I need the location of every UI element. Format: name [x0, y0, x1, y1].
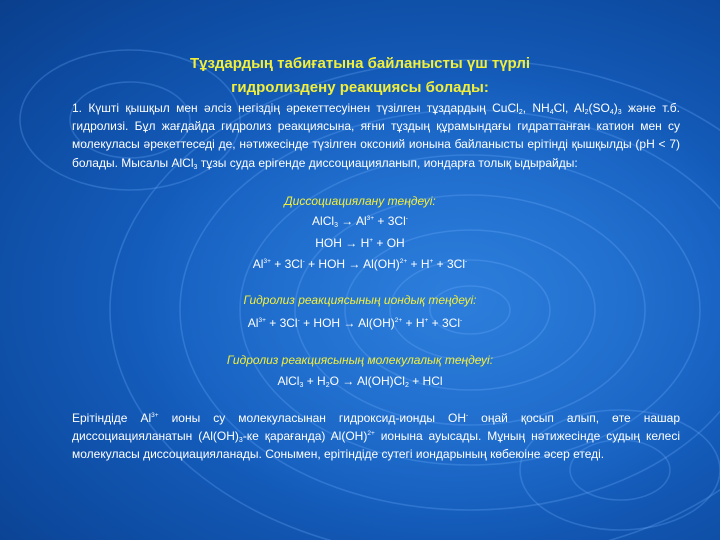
- text-span: AlCl: [312, 214, 335, 228]
- ionic-equation: [0, 315, 715, 331]
- text-span: ионына ауысады. Мұның нәтижесінде судың келесі молекуласы диссоциацияланады. Сонымен, ерітіндіде сутегі иондарының көбеюіне әсер етеді.: [72, 429, 680, 462]
- superscript: 2+: [394, 317, 403, 324]
- subscript: 3: [193, 163, 198, 171]
- subscript: 4: [549, 109, 554, 116]
- slide-title-line-2: гидролиздену реакциясы болады:: [231, 79, 489, 96]
- dissociation-equation-1: [0, 213, 720, 229]
- subscript: 2: [404, 382, 409, 389]
- dissociation-equation-3: [0, 256, 720, 272]
- subscript: 2: [584, 109, 589, 116]
- superscript: 3+: [151, 412, 159, 419]
- subscript: 3: [299, 382, 304, 389]
- text-span: оңай қосып алып, өте нашар диссоциацияланатын (Al(OH): [72, 411, 681, 444]
- text-span: AlCl: [277, 374, 300, 388]
- text-span: , NH: [522, 101, 550, 115]
- text-span: + 3Cl: [433, 257, 466, 271]
- text-span: Cl, Al: [553, 101, 585, 115]
- conclusion-paragraph: [72, 409, 680, 464]
- subscript: 4: [609, 109, 614, 116]
- superscript: -: [297, 317, 300, 324]
- text-span: + HCl: [408, 374, 443, 388]
- superscript: 2+: [367, 430, 375, 438]
- dissociation-equation-2: [0, 235, 720, 251]
- superscript: +: [424, 317, 429, 324]
- text-span: тұзы суда ерігенде диссоциацияланып, иондарға толық ыдырайды:: [197, 155, 578, 170]
- superscript: -: [465, 258, 468, 265]
- subscript: 2: [325, 382, 330, 389]
- molecular-equation: [0, 373, 720, 389]
- superscript: -: [302, 258, 305, 265]
- text-span: Al: [252, 257, 264, 271]
- text-span: ): [613, 101, 618, 115]
- superscript: 2+: [399, 258, 408, 265]
- subscript: 3: [238, 437, 243, 445]
- superscript: -: [405, 215, 408, 222]
- text-span: + 3Cl: [270, 257, 303, 271]
- superscript: +: [369, 237, 374, 244]
- superscript: 3+: [258, 317, 266, 324]
- ionic-heading: Гидролиз реакциясының иондық теңдеуі:: [243, 293, 477, 307]
- superscript: 3+: [263, 258, 271, 265]
- text-span: (SO: [588, 101, 610, 115]
- intro-paragraph: [72, 99, 680, 172]
- superscript: -: [466, 412, 469, 419]
- molecular-heading: Гидролиз реакциясының молекулалық теңдеуі:: [226, 353, 494, 367]
- superscript: +: [429, 258, 434, 265]
- text-span: + H: [303, 374, 326, 388]
- subscript: 3: [334, 222, 338, 229]
- text-span: Ерітіндіде Al: [72, 411, 152, 425]
- superscript: 3+: [366, 215, 375, 222]
- text-span: + H: [402, 316, 425, 330]
- subscript: 3: [617, 109, 622, 116]
- slide-title-line-1: Тұздардың табиғатына байланысты үш түрлі: [189, 55, 531, 72]
- text-span: + HOH → Al(OH): [299, 316, 395, 330]
- text-span: + 3Cl: [374, 214, 406, 228]
- dissociation-heading: Диссоциациялану теңдеуі:: [284, 194, 436, 208]
- text-span: -ке қарағанда) Al(OH): [242, 429, 368, 444]
- text-span: + 3Cl: [265, 316, 298, 330]
- superscript: -: [460, 317, 463, 324]
- text-span: 1. Күшті қышқыл мен әлсіз негіздің әрекеттесуінен түзілген тұздардың CuCl: [72, 101, 519, 115]
- text-span: + HOH → Al(OH): [304, 257, 400, 271]
- text-span: + 3Cl: [428, 316, 461, 330]
- text-span: O → Al(OH)Cl: [329, 374, 405, 388]
- text-span: + OH: [373, 236, 405, 250]
- text-span: HOH → H: [315, 236, 370, 250]
- text-span: → Al: [337, 214, 367, 228]
- subscript: 2: [518, 109, 523, 116]
- text-span: ионы су молекуласынан гидроксид-ионды OH: [158, 411, 467, 425]
- text-span: Al: [247, 316, 259, 330]
- text-span: және т.б. гидролизі. Бұл жағдайда гидролиз реакциясына, яғни тұздың құрамындағы гидраттанған катион мен су молекуласы әрекеттеседі де, нәтижесінде түзілген оксоний ионына байланысты ерітінді қышқылды (рН < 7) болады. Мысалы AlCl: [72, 101, 680, 170]
- text-span: + H: [407, 257, 430, 271]
